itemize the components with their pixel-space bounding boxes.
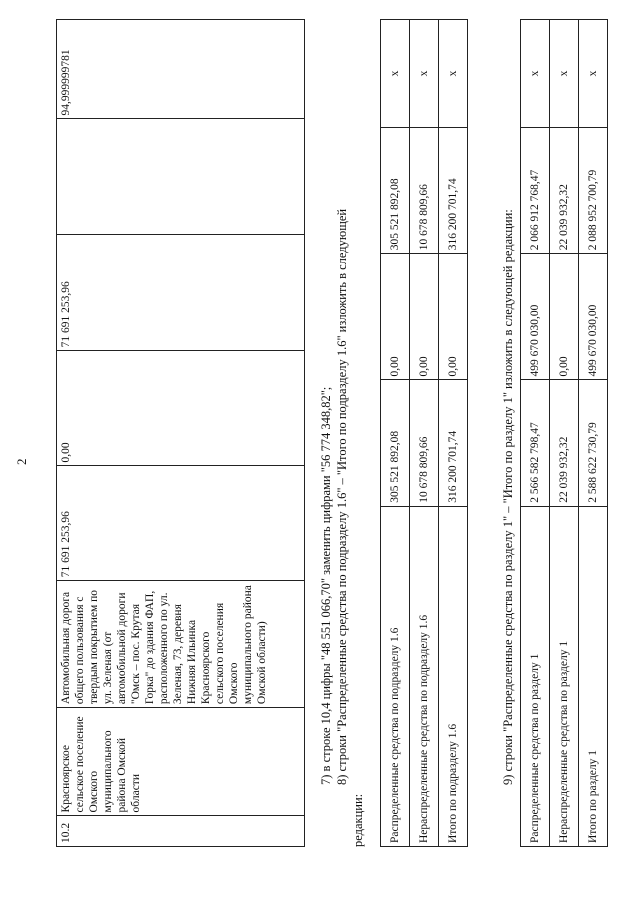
value-cell: 0,00 — [57, 351, 305, 466]
road-description-cell: Автомобильная дорога общего пользования с твердым покрытием по ул. Зеленая (от автомобильной дороги "Омск – пос. Крутая Горка" до здания ФАП, расположенного по ул. Зеленая, 73, деревня Нижняя Ильинка Красноярского сельского поселения Омского муниципального района Омской области) — [57, 581, 305, 708]
table-row — [579, 20, 608, 847]
value-cell: 2 588 622 730,79 — [579, 380, 608, 506]
table-row — [550, 20, 579, 847]
settlement-cell: Красноярское сельское поселение Омского муниципального района Омской области — [57, 708, 305, 816]
value-cell: 499 670 030,00 — [579, 254, 608, 380]
value-cell: 499 670 030,00 — [521, 254, 550, 380]
value-cell: 2 566 582 798,47 — [521, 380, 550, 506]
value-cell: 22 039 932,32 — [550, 380, 579, 506]
row-label: Распределенные средства по разделу 1 — [521, 506, 550, 846]
value-cell: 0,00 — [381, 254, 410, 380]
value-cell — [57, 119, 305, 234]
table-row — [410, 20, 439, 847]
row-label: Нераспределенные средства по разделу 1 — [550, 506, 579, 846]
paragraph-7: 7) в строке 10,4 цифры "48 551 066,70" заменить цифрами "56 774 348,82"; — [319, 386, 333, 785]
value-cell: 316 200 701,74 — [439, 380, 468, 506]
x-cell: x — [579, 20, 608, 128]
paragraph-9: 9) строки "Распределенные средства по разделу 1" – "Итого по разделу 1" изложить в следующей редакции: — [501, 209, 515, 785]
table-row — [57, 20, 305, 847]
value-cell: 316 200 701,74 — [439, 128, 468, 254]
x-cell: x — [439, 20, 468, 128]
section-1-table — [520, 19, 608, 847]
table-row — [381, 20, 410, 847]
value-cell: 2 088 952 700,79 — [579, 128, 608, 254]
table-row — [521, 20, 550, 847]
value-cell: 71 691 253,96 — [57, 234, 305, 350]
value-cell: 10 678 809,66 — [410, 128, 439, 254]
paragraph-8: 8) строки "Распределенные средства по подразделу 1.6" – "Итого по подразделу 1.6" изложить в следующей — [335, 208, 349, 785]
percent-cell: 94,999999781 — [57, 20, 305, 120]
table-row — [439, 20, 468, 847]
subsection-1-6-table — [380, 19, 468, 847]
value-cell: 71 691 253,96 — [57, 466, 305, 581]
value-cell: 0,00 — [550, 254, 579, 380]
value-cell: 22 039 932,32 — [550, 128, 579, 254]
value-cell: 0,00 — [439, 254, 468, 380]
row-number: 10.2 — [57, 816, 305, 847]
value-cell: 305 521 892,08 — [381, 380, 410, 506]
value-cell: 0,00 — [410, 254, 439, 380]
x-cell: x — [410, 20, 439, 128]
row-label: Итого по разделу 1 — [579, 506, 608, 846]
x-cell: x — [550, 20, 579, 128]
value-cell: 2 066 912 768,47 — [521, 128, 550, 254]
value-cell: 305 521 892,08 — [381, 128, 410, 254]
value-cell: 10 678 809,66 — [410, 380, 439, 506]
x-cell: x — [521, 20, 550, 128]
page-number: 2 — [14, 458, 29, 465]
object-table — [56, 19, 305, 847]
row-label: Распределенные средства по подразделу 1.6 — [381, 506, 410, 846]
row-label: Нераспределенные средства по подразделу 1.6 — [410, 506, 439, 846]
row-label: Итого по подразделу 1.6 — [439, 506, 468, 846]
x-cell: x — [381, 20, 410, 128]
paragraph-8-continuation: редакции: — [351, 793, 365, 847]
